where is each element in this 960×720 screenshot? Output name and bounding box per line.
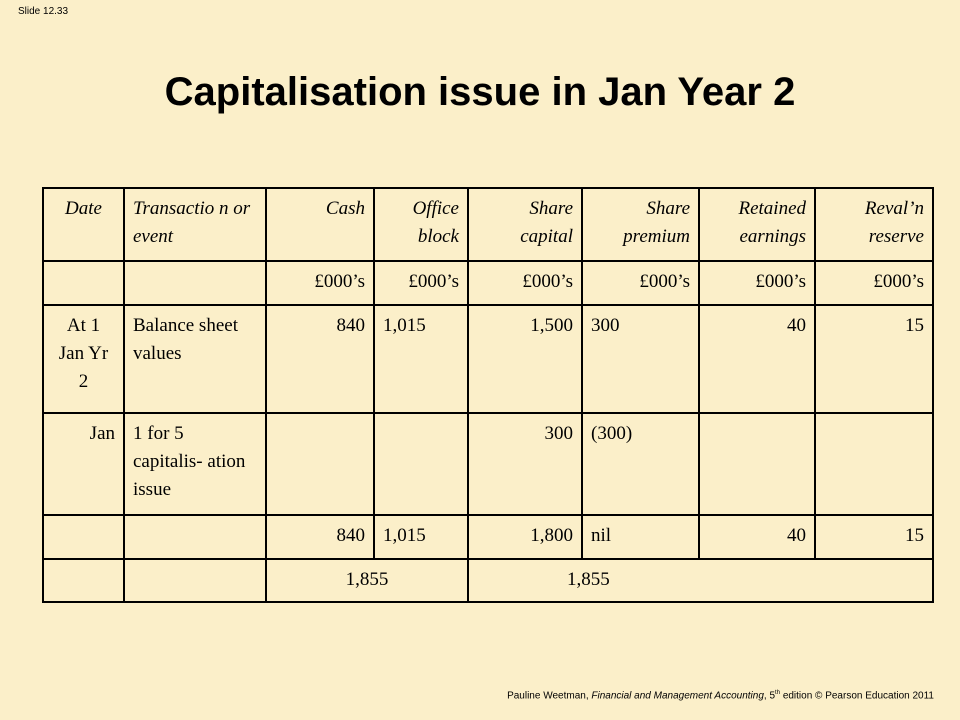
footer-edition-suffix: th [775,690,781,696]
row-event: 1 for 5 capitalis- ation issue [124,413,266,515]
row-retained-earnings: 40 [699,305,815,413]
totals-row [43,559,933,602]
claims-total: 1,855 [468,559,933,602]
row-date [43,515,124,559]
row-revaluation-reserve: 15 [815,515,933,559]
units-row [43,261,933,305]
slide-title: Capitalisation issue in Jan Year 2 [164,70,796,114]
units-cell: £000’s [699,261,815,305]
row-office-block [374,413,468,515]
row-event: Balance sheet values [124,305,266,413]
header-cash: Cash [266,188,374,261]
units-cell: £000’s [374,261,468,305]
row-revaluation-reserve: 15 [815,305,933,413]
header-row [43,188,933,261]
assets-total: 1,855 [266,559,468,602]
ledger-table [42,187,934,603]
footer-citation: Pauline Weetman, Financial and Management Accounting, 5th edition © Pearson Education 2011 [507,690,934,702]
header-revaluation-reserve: Reval’n reserve [815,188,933,261]
row-share-premium: nil [582,515,699,559]
row-office-block: 1,015 [374,515,468,559]
footer-author: Pauline Weetman, [507,690,589,702]
header-date: Date [43,188,124,261]
row-date: Jan [43,413,124,515]
row-event [124,515,266,559]
row-share-capital: 300 [468,413,582,515]
row-cash: 840 [266,305,374,413]
header-share-premium: Share premium [582,188,699,261]
row-retained-earnings: 40 [699,515,815,559]
units-cell: £000’s [582,261,699,305]
table-row [43,515,933,559]
row-cash [266,413,374,515]
units-cell: £000’s [468,261,582,305]
units-cell: £000’s [266,261,374,305]
row-cash: 840 [266,515,374,559]
header-transaction: Transactio n or event [124,188,266,261]
row-share-premium: (300) [582,413,699,515]
row-share-premium: 300 [582,305,699,413]
totals-empty-cell [43,559,124,602]
footer-publisher: edition © Pearson Education 2011 [782,690,934,702]
row-retained-earnings [699,413,815,515]
footer-book-title: Financial and Management Accounting [591,690,764,702]
table-row [43,305,933,413]
row-date: At 1 Jan Yr 2 [43,305,124,413]
totals-empty-cell [124,559,266,602]
units-cell [43,261,124,305]
header-office-block: Office block [374,188,468,261]
header-retained-earnings: Retained earnings [699,188,815,261]
footer-edition-number: 5 [769,690,776,702]
row-share-capital: 1,500 [468,305,582,413]
units-cell [124,261,266,305]
row-office-block: 1,015 [374,305,468,413]
row-revaluation-reserve [815,413,933,515]
units-cell: £000’s [815,261,933,305]
slide-number: Slide 12.33 [18,6,69,17]
table-row [43,413,933,515]
row-share-capital: 1,800 [468,515,582,559]
header-share-capital: Share capital [468,188,582,261]
